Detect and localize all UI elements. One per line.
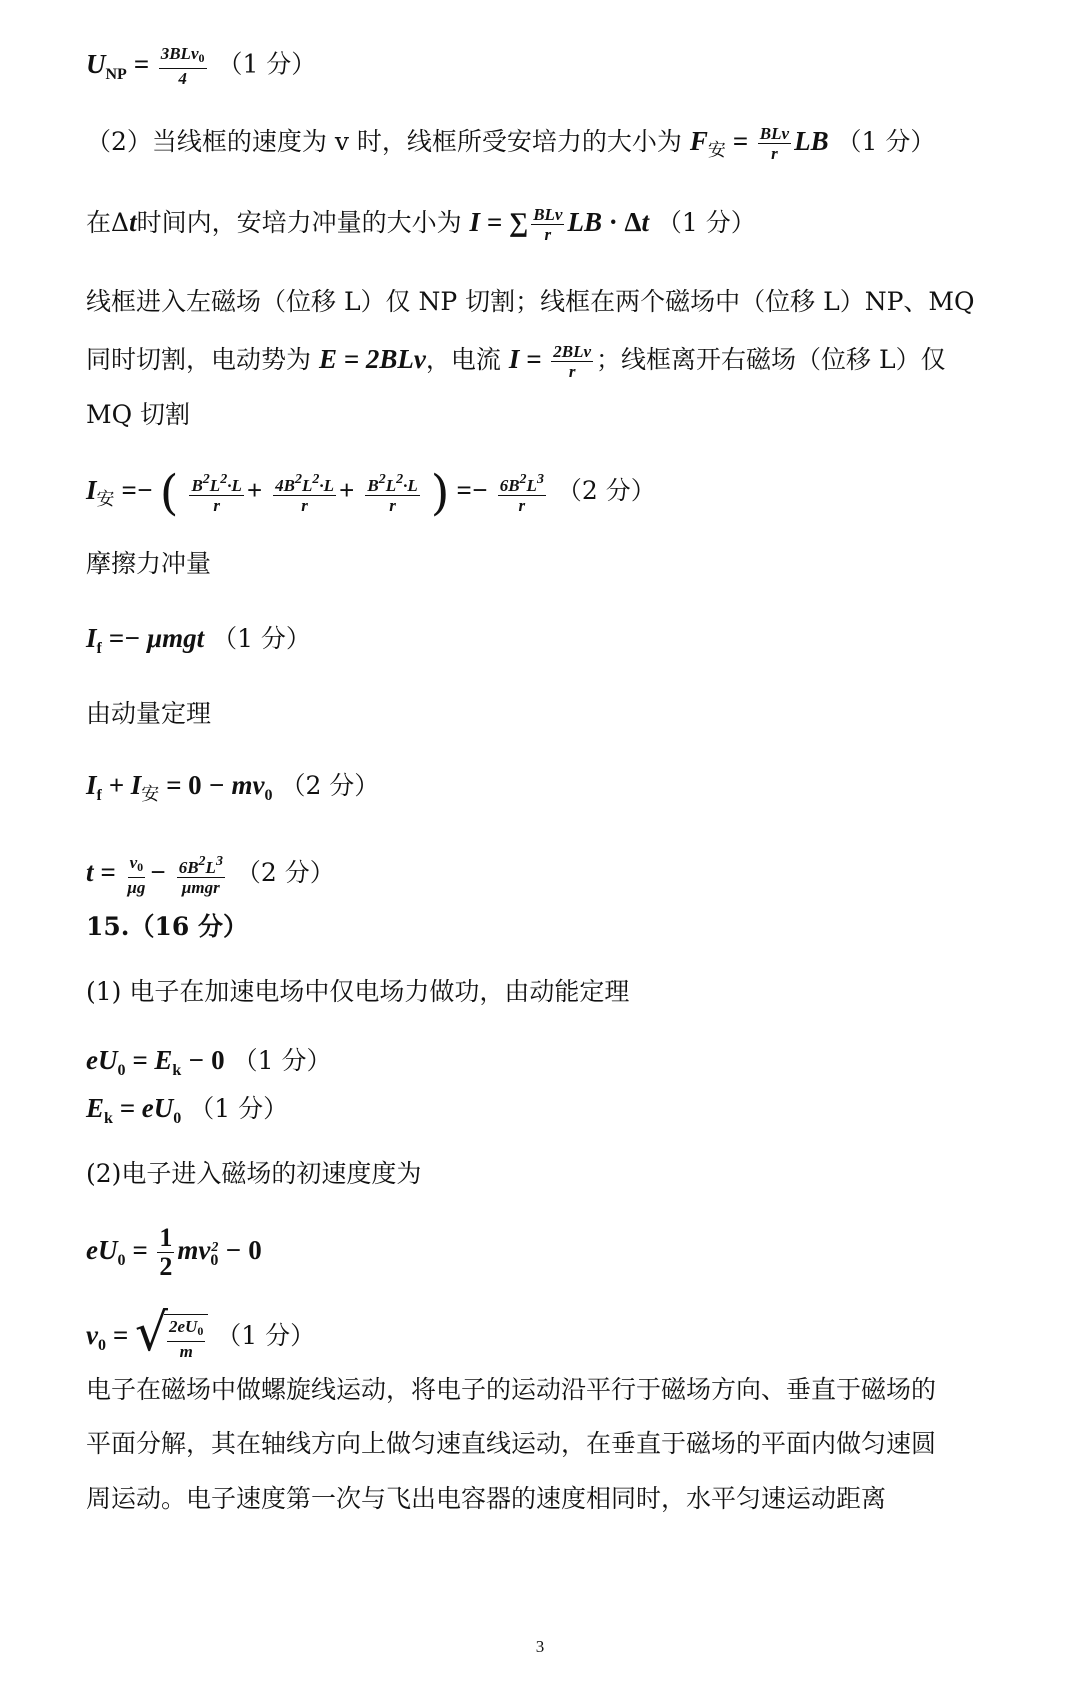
frac: $\frac{3BLv_0}{4}$ [160,44,205,88]
score-label: （1 分） [217,49,317,79]
text-line: (1) 电子在加速电场中仅电场力做功，由动能定理 [86,977,630,1006]
text-line: 平面分解，其在轴线方向上做匀速直线运动，在垂直于磁场的平面内做匀速圆 [86,1429,937,1458]
eq-v0: $v_0$ = √ $\frac{2eU_0}{m}$ （1 分） [86,1303,316,1363]
eq-friction-impulse: $I_f =- \mu mgt$ （1 分） [86,623,311,657]
question-heading: 15.（16 分） [86,912,248,941]
text: ；线框离开右磁场（位移 L）仅 [596,345,946,374]
text: 在Δ [86,208,130,237]
text-line: 周运动。电子速度第一次与飞出电容器的速度相同时，水平匀速运动距离 [86,1484,887,1513]
eq-time: t = $\frac{v_0}{\mu g}$ − $\frac{6B^2L^3}{\text{μmgr}}$ （2 分） [86,852,335,897]
eq-unp: $U_{NP}$ = $\frac{3BLv_0}{4}$ （1 分） [86,44,317,88]
text: 同时切割，电动势为 [86,345,312,374]
eq-ek: $E_k = eU_0$ （1 分） [86,1093,289,1127]
frac: $\frac{6B^2L^3}{r}$ [499,472,544,515]
text: ，电流 [425,345,501,374]
score-label: （1 分） [836,127,936,156]
text: 时间内，安培力冲量的大小为 [136,208,462,237]
score-label: （1 分） [216,1321,316,1350]
text-line: 摩擦力冲量 [86,549,212,578]
frac: $\frac{B^2L^2\cdot L}{r}$ [191,472,242,515]
frac: $\frac{B^2L^2\cdot L}{r}$ [367,472,418,515]
frac: $\frac{\text{2BLv}}{r}$ [553,342,592,381]
frac: $\frac{1}{2}$ [159,1223,173,1281]
eq-momentum: $I_f + I_安 = 0 - mv_0$ （2 分） [86,770,380,805]
score-label: （1 分） [212,624,311,653]
score-label: （1 分） [232,1046,332,1075]
text-line: MQ 切割 [86,400,191,429]
sqrt: √ $\frac{2eU_0}{m}$ [135,1314,208,1361]
impulse-sum-line: 在Δt时间内，安培力冲量的大小为 I = ∑ $\frac{\text{BLv}}{r}$ LB · Δt （1 分） [86,205,756,244]
emf-line: 同时切割，电动势为 E = 2BLv，电流 I = $\frac{\text{2BLv}}{r}$ ；线框离开右磁场（位移 L）仅 [86,342,946,381]
frac: $\frac{4B^2L^2\cdot L}{r}$ [275,472,335,515]
score-label: （2 分） [556,476,656,505]
score-label: （1 分） [656,208,756,237]
text-line: 电子在磁场中做螺旋线运动，将电子的运动沿平行于磁场方向、垂直于磁场的 [86,1375,937,1404]
score-label: （2 分） [280,771,380,800]
score-label: （2 分） [235,858,335,887]
text-line: 由动量定理 [86,699,212,728]
page-number: 3 [535,1637,545,1656]
part-2-heading: （2）当线框的速度为 v 时，线框所受安培力的大小为 $F_安$ = $\frac{\text{BLv}}{r}$ LB （1 分） [86,124,936,163]
score-label: （1 分） [189,1094,289,1123]
frac: $\frac{\text{BLv}}{r}$ [759,124,790,163]
frac: $\frac{\text{BLv}}{r}$ [533,205,563,244]
eq-kinetic: $eU_0$ = $\frac{1}{2}$ $mv_0^2 - 0$ [86,1223,262,1281]
frac: $\frac{v_0}{\mu g}$ [127,852,146,897]
text-line: (2)电子进入磁场的初速度度为 [86,1159,422,1188]
eq-ampere-impulse: $I_安$ =− ( $\frac{B^2L^2\cdot L}{r}$ + $\frac{4B^2L^2\cdot L}{r}$ + $\frac{B^2L^2\cdot L}{r}$ ) =− $\frac{6B^2L^3}{r}$ （2 分） [86,465,656,521]
text: （2）当线框的速度为 v 时，线框所受安培力的大小为 [86,127,682,156]
frac: $\frac{2eU_0}{m}$ [169,1317,204,1361]
eq-energy: $eU_0 = E_k - 0$ （1 分） [86,1045,332,1079]
frac: $\frac{6B^2L^3}{\text{μmgr}}$ [178,854,223,897]
text-line: 线框进入左磁场（位移 L）仅 NP 切割；线框在两个磁场中（位移 L）NP、MQ [86,287,975,316]
